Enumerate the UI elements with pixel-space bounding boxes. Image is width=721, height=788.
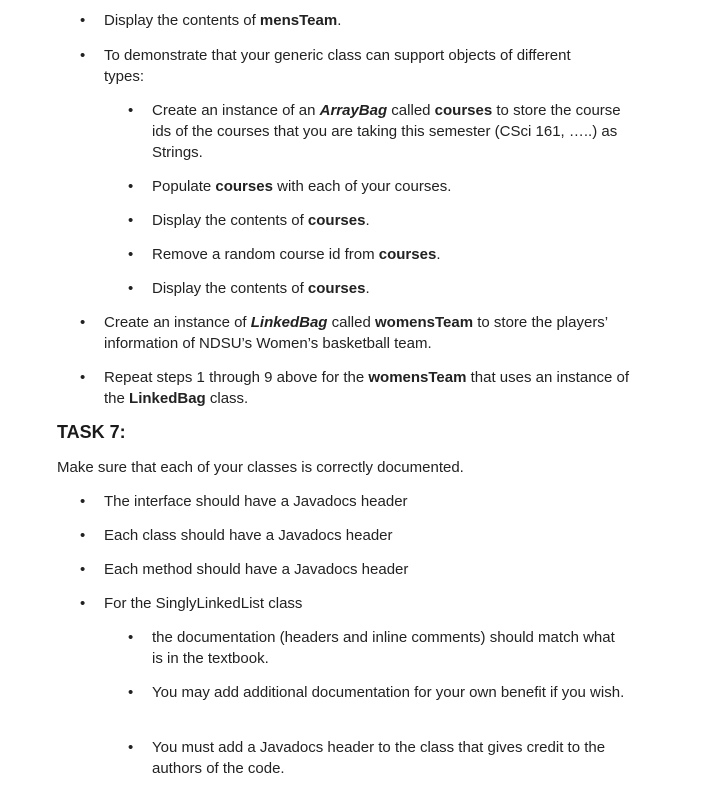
list-item: • the documentation (headers and inline comments) should match what is in the textbook. [128, 629, 615, 667]
intro-paragraph: Make sure that each of your classes is correctly documented. [57, 459, 464, 476]
list-item: • Each class should have a Javadocs header [80, 527, 393, 544]
list-item: • Create an instance of an ArrayBag called courses to store the course ids of the courses that you are taking this semester (CSci 161, …..) as Strings. [128, 102, 621, 161]
bullet: • [128, 629, 134, 646]
list-item: • Remove a random course id from courses. [128, 246, 441, 263]
bullet: • [128, 212, 134, 229]
bullet: • [128, 102, 134, 119]
list-item: • To demonstrate that your generic class can support objects of different types: [80, 47, 571, 85]
bullet: • [128, 246, 134, 263]
bullet: • [80, 527, 86, 544]
list-item: • You must add a Javadocs header to the class that gives credit to the authors of the code. [128, 739, 606, 777]
list-item: • For the SinglyLinkedList class [80, 595, 303, 612]
list-item: • Repeat steps 1 through 9 above for the womensTeam that uses an instance of the LinkedBag class. [80, 369, 630, 407]
bullet: • [128, 684, 134, 701]
list-item: • Create an instance of LinkedBag called womensTeam to store the players’ information of NDSU’s Women’s basketball team. [80, 314, 608, 352]
bullet: • [128, 178, 134, 195]
bullet: • [80, 561, 86, 578]
bullet: • [80, 12, 86, 29]
bullet: • [80, 595, 86, 612]
bullet: • [80, 314, 86, 331]
bullet: • [80, 493, 86, 510]
list-item: • The interface should have a Javadocs header [80, 493, 408, 510]
bullet: • [128, 280, 134, 297]
list-item: • Populate courses with each of your courses. [128, 178, 452, 195]
bullet: • [80, 47, 86, 64]
list-item: • Display the contents of mensTeam. [80, 12, 342, 29]
list-item: • You may add additional documentation for your own benefit if you wish. [128, 684, 625, 701]
section-heading: TASK 7: [57, 422, 126, 442]
list-item: • Each method should have a Javadocs header [80, 561, 409, 578]
list-item: • Display the contents of courses. [128, 280, 370, 297]
list-item: • Display the contents of courses. [128, 212, 370, 229]
bullet: • [80, 369, 86, 386]
bullet: • [128, 739, 134, 756]
